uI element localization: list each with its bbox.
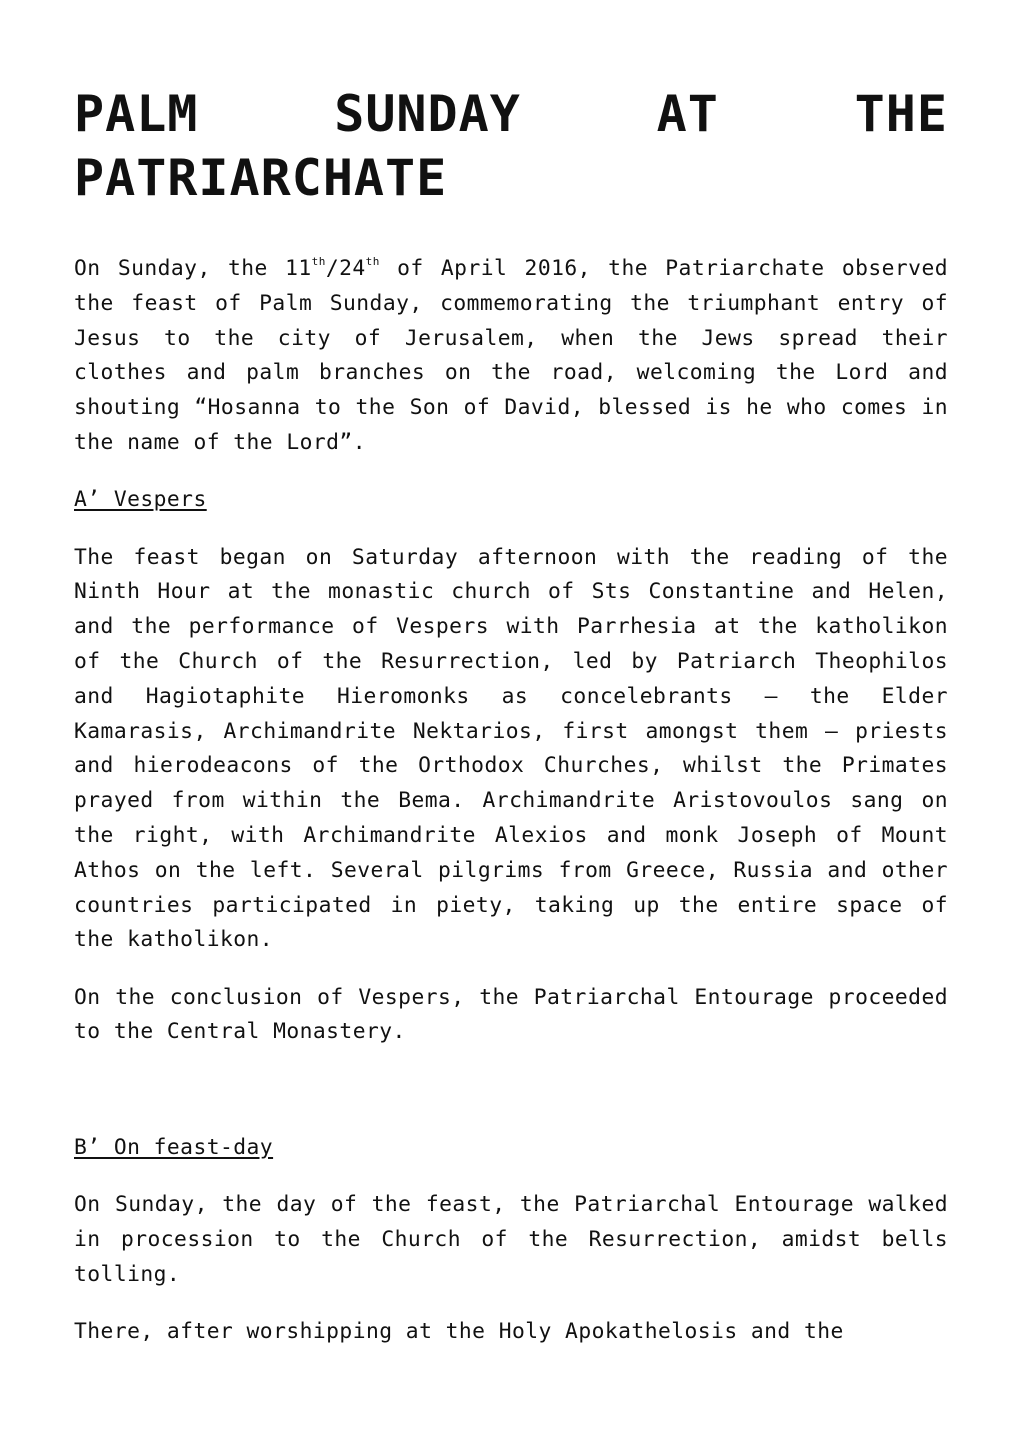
article-title-line-2: PATRIARCHATE (74, 149, 448, 207)
article-page (74, 0, 948, 1350)
article-title (74, 82, 948, 210)
intro-paragraph (74, 252, 948, 461)
section-heading-vespers: A’ Vespers (74, 487, 207, 513)
article-title-line-1: PALM SUNDAY AT THE (74, 85, 948, 143)
intro-text-3: of April 2016, the Patriarchate observed the feast of Palm Sunday, commemorating the triumphant entry of Jesus to the city of Jerusalem, when the Jews spread their clothes and palm branches on the road, welcoming the Lord and shouting “Hosanna to the Son of David, blessed is he who comes in the name of the Lord”. (74, 256, 948, 455)
vespers-paragraph-2: On the conclusion of Vespers, the Patriarchal Entourage proceeded to the Central Monastery. (74, 984, 948, 1045)
intro-superscript-1: th (311, 255, 326, 268)
vespers-paragraph-1: The feast began on Saturday afternoon with the reading of the Ninth Hour at the monastic church of Sts Constantine and Helen, and the performance of Vespers with Parrhesia at the katholikon of the Church of the Resurrection, led by Patriarch Theophilos and Hagiotaphite Hieromonks as concelebrants – the Elder Kamarasis, Archimandrite Nektarios, first amongst them – priests and hierodeacons of the Orthodox Churches, whilst the Primates prayed from within the Bema. Archimandrite Aristovoulos sang on the right, with Archimandrite Alexios and monk Joseph of Mount Athos on the left. Several pilgrims from Greece, Russia and other countries participated in piety, taking up the entire space of the katholikon. (74, 544, 948, 953)
intro-superscript-2: th (365, 255, 380, 268)
section-heading-feast-day: B’ On feast-day (74, 1134, 274, 1160)
intro-text-1: On Sunday, the 11 (74, 256, 312, 281)
feast-day-paragraph-1: On Sunday, the day of the feast, the Patriarchal Entourage walked in procession to the Church of the Resurrection, amidst bells tolling. (74, 1192, 948, 1287)
intro-text-2: /24 (325, 256, 366, 281)
section-spacer (74, 1073, 948, 1131)
feast-day-paragraph-2: There, after worshipping at the Holy Apokathelosis and the (74, 1318, 844, 1344)
